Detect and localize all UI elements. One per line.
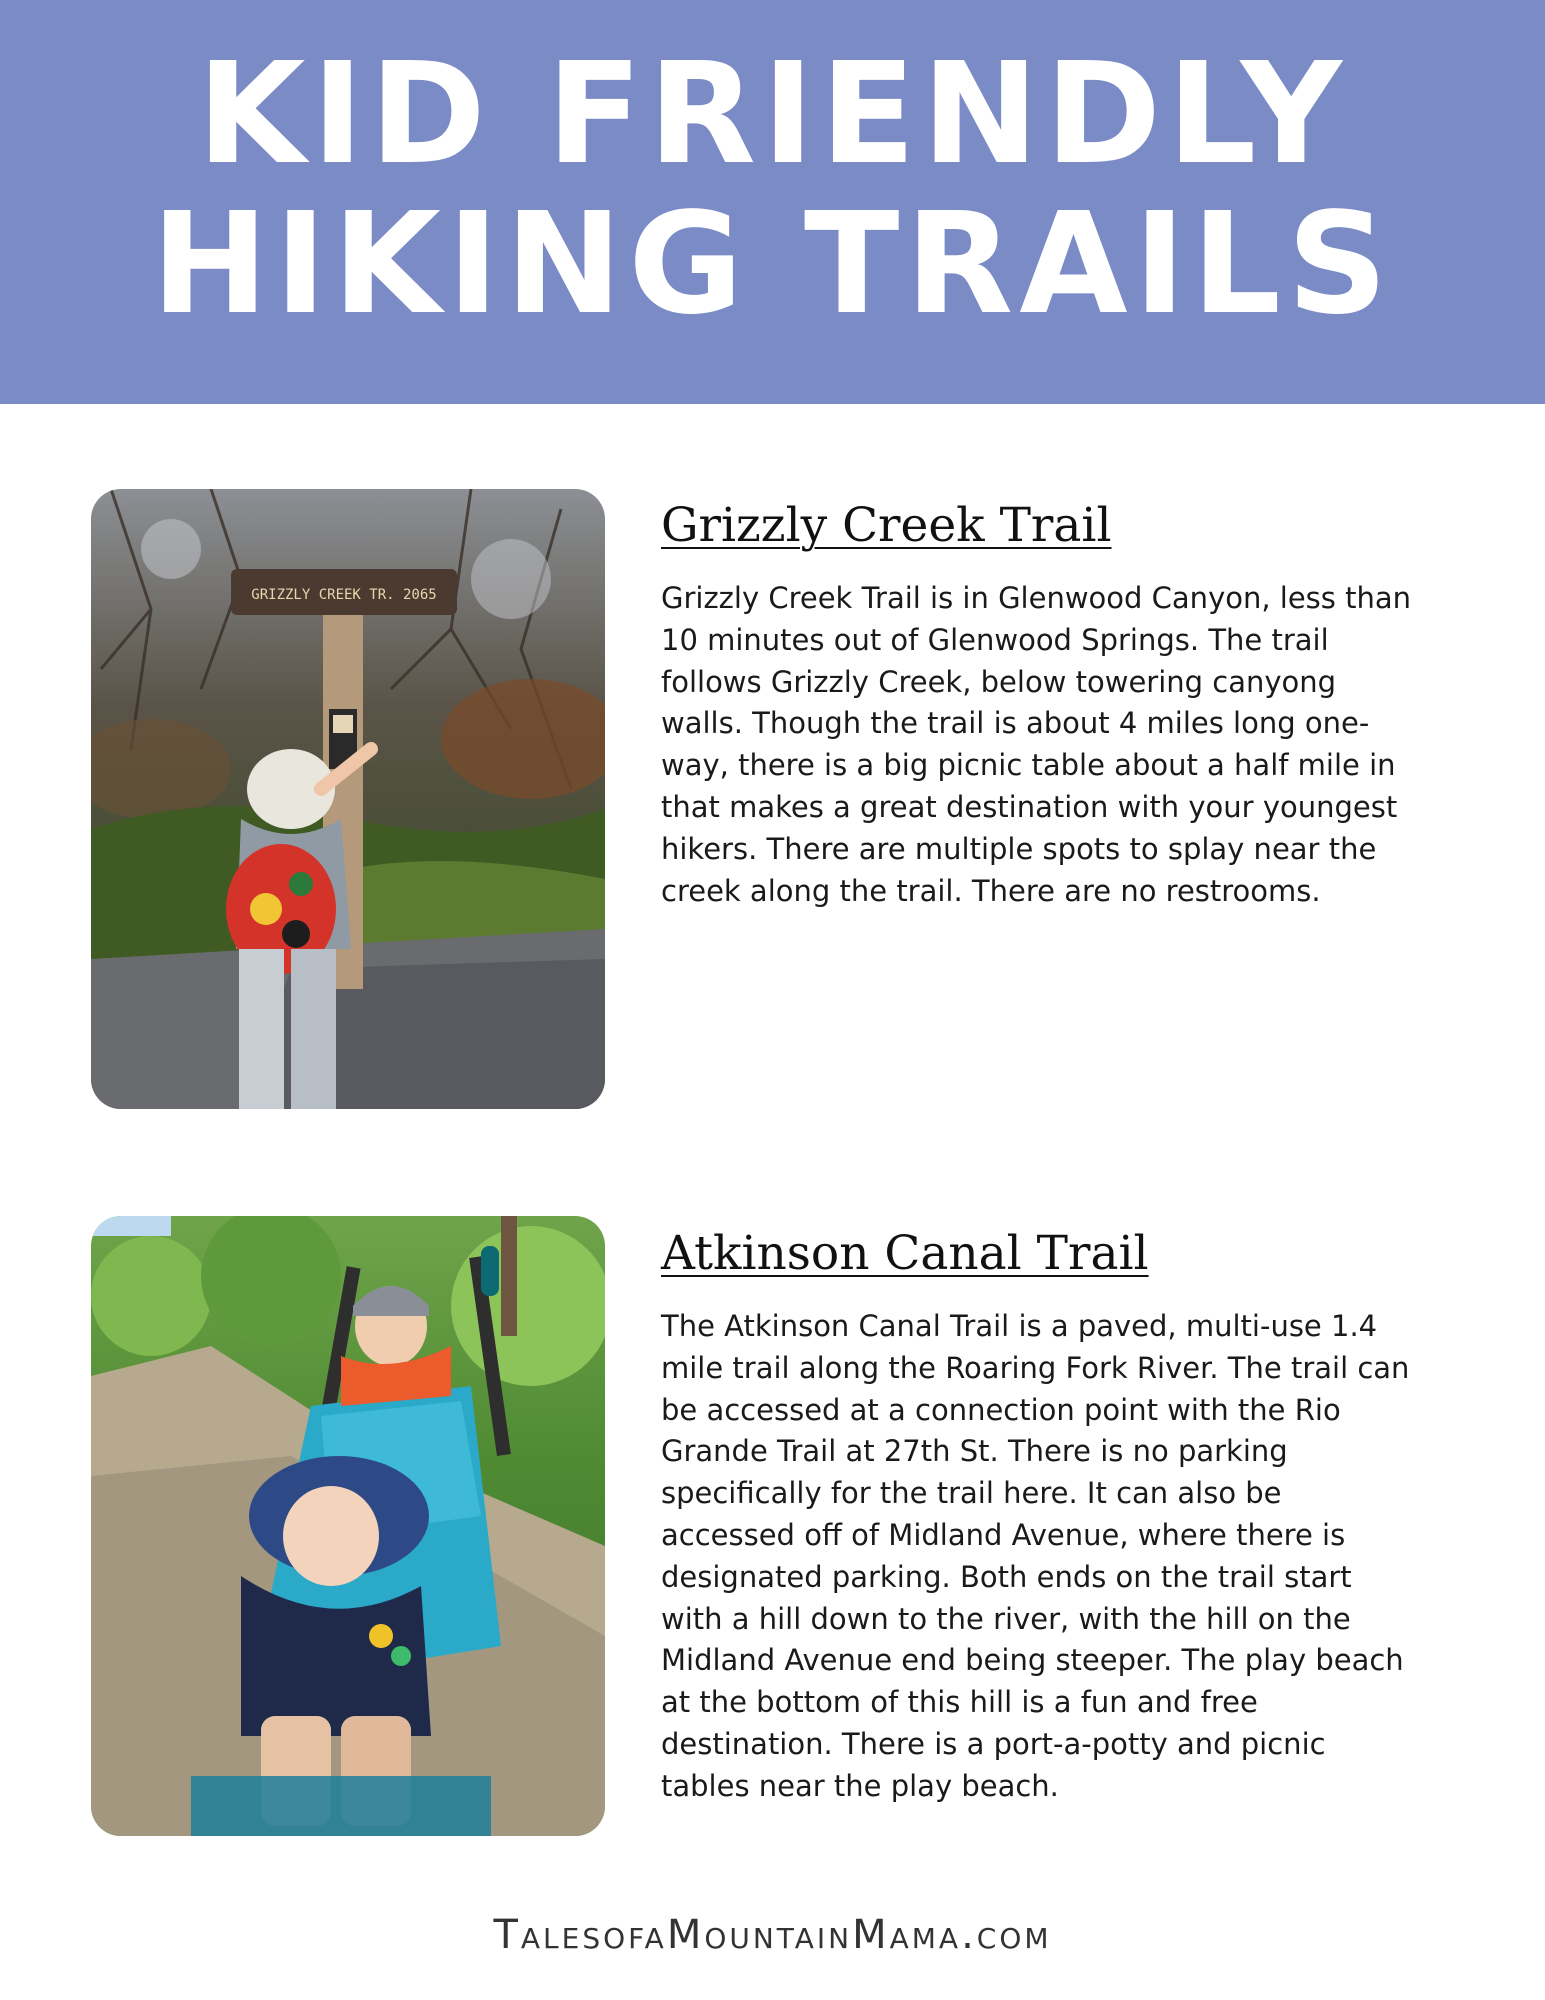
trail-description: The Atkinson Canal Trail is a paved, multi-use 1.4 mile trail along the Roaring Fork River. The trail can be accessed at a connection point with the Rio Grande Trail at 27th St. There is no parking specifically for the trail here. It can also be accessed off of Midland Avenue, where there is designated parking. Both ends on the trail start with a hill down to the river, with the hill on the Midland Avenue end being steeper. The play beach at the bottom of this hill is a fun and free destination. There is a port-a-potty and picnic tables near the play beach. <box>661 1309 1410 1803</box>
page-title-line-2: HIKING TRAILS <box>151 183 1394 346</box>
trail-sign-text: GRIZZLY CREEK TR. 2065 <box>251 587 437 603</box>
footer-site-name: TalesofaMountainMama.com <box>493 1912 1052 1958</box>
trail-entry-grizzly-creek <box>661 496 1421 912</box>
trail-title: Grizzly Creek Trail <box>661 498 1112 553</box>
trail-description: Grizzly Creek Trail is in Glenwood Canyon, less than 10 minutes out of Glenwood Springs. The trail follows Grizzly Creek, below towering canyong walls. Though the trail is about 4 miles long one-way, there is a big picnic table about a half mile in that makes a great destination with your youngest hikers. There are multiple spots to splay near the creek along the trail. There are no restrooms. <box>661 581 1412 908</box>
page-title <box>0 33 1545 346</box>
grizzly-creek-photo <box>91 489 605 1109</box>
trail-title: Atkinson Canal Trail <box>661 1226 1149 1281</box>
trail-entry-atkinson-canal <box>661 1224 1421 1808</box>
grizzly-creek-photo-image <box>91 489 605 1109</box>
page-title-line-1: KID FRIENDLY <box>197 33 1348 196</box>
header-banner <box>0 0 1545 404</box>
atkinson-canal-photo <box>91 1216 605 1836</box>
atkinson-canal-photo-image <box>91 1216 605 1836</box>
